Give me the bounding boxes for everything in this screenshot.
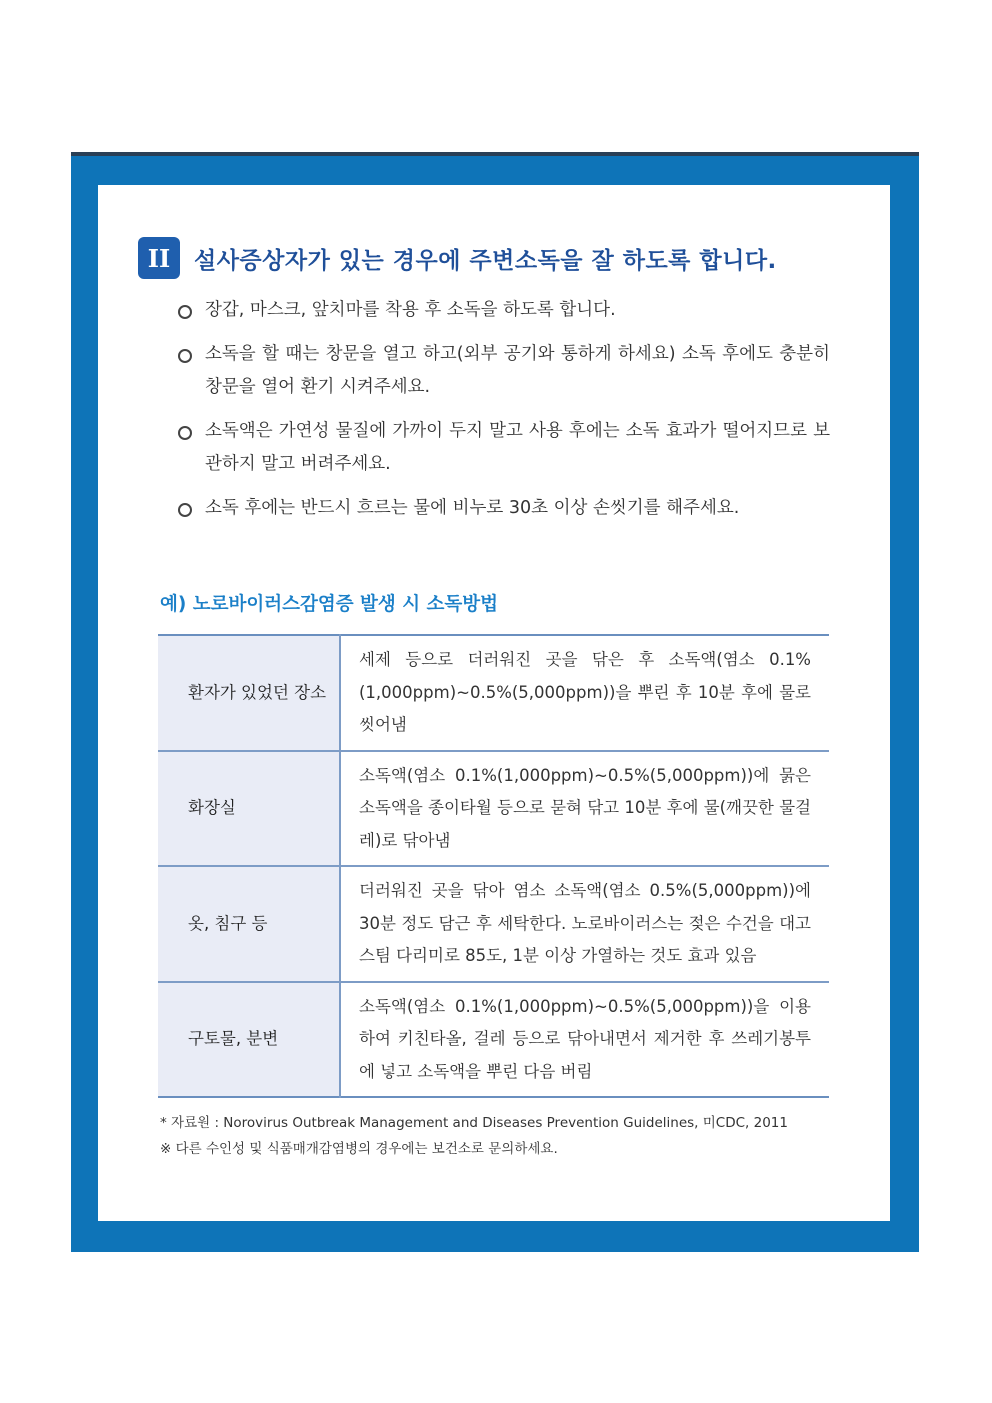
source-note: * 자료원 : Norovirus Outbreak Management and Diseases Prevention Guidelines, 미CDC, 2011	[160, 1115, 788, 1131]
example-title: 예) 노로바이러스감염증 발생 시 소독방법	[160, 594, 499, 615]
list-item-text: 소독을 할 때는 창문을 열고 하고(외부 공기와 통하게 하세요) 소독 후에도 충분히 창문을 열어 환기 시켜주세요.	[205, 344, 830, 397]
guideline-list	[178, 294, 830, 536]
circle-bullet-icon	[178, 503, 192, 517]
footnotes	[160, 1110, 840, 1162]
place-cell: 환자가 있었던 장소	[158, 635, 340, 751]
method-cell: 더러워진 곳을 닦아 염소 소독액(염소 0.5%(5,000ppm))에 30분 정도 담근 후 세탁한다. 노로바이러스는 젖은 수건을 대고 스팀 다리미로 85도, 1분 이상 가열하는 것도 효과 있음	[340, 866, 829, 982]
circle-bullet-icon	[178, 426, 192, 440]
table-row	[158, 635, 829, 751]
place-cell: 구토물, 분변	[158, 982, 340, 1098]
table-row	[158, 751, 829, 867]
place-cell: 화장실	[158, 751, 340, 867]
circle-bullet-icon	[178, 349, 192, 363]
method-cell: 소독액(염소 0.1%(1,000ppm)~0.5%(5,000ppm))에 묽은 소독액을 종이타월 등으로 묻혀 닦고 10분 후에 물(깨끗한 물걸레)로 닦아냄	[340, 751, 829, 867]
inquiry-note: ※ 다른 수인성 및 식품매개감염병의 경우에는 보건소로 문의하세요.	[160, 1141, 558, 1157]
method-cell: 소독액(염소 0.1%(1,000ppm)~0.5%(5,000ppm))을 이용하여 키친타올, 걸레 등으로 닦아내면서 제거한 후 쓰레기봉투에 넣고 소독액을 뿌린 다음 버림	[359, 996, 811, 1081]
place-cell: 옷, 침구 등	[158, 866, 340, 982]
list-item-text: 소독액은 가연성 물질에 가까이 두지 말고 사용 후에는 소독 효과가 떨어지므로 보관하지 말고 버려주세요.	[205, 421, 830, 474]
table-row	[158, 866, 829, 982]
disinfection-method-table	[158, 634, 829, 1098]
section-title: 설사증상자가 있는 경우에 주변소독을 잘 하도록 합니다.	[194, 247, 777, 274]
list-item	[178, 338, 830, 404]
section-header	[138, 236, 777, 280]
list-item-text: 장갑, 마스크, 앞치마를 착용 후 소독을 하도록 합니다.	[205, 300, 616, 320]
circle-bullet-icon	[178, 305, 192, 319]
method-cell: 세제 등으로 더러워진 곳을 닦은 후 소독액(염소 0.1%(1,000ppm)~0.5%(5,000ppm))을 뿌린 후 10분 후에 물로 씻어냄	[340, 635, 829, 751]
list-item	[178, 492, 830, 525]
section-number-badge: II	[138, 237, 180, 279]
list-item	[178, 415, 830, 481]
list-item	[178, 294, 830, 327]
list-item-text: 소독 후에는 반드시 흐르는 물에 비누로 30초 이상 손씻기를 해주세요.	[205, 498, 740, 518]
table-row	[158, 982, 829, 1098]
